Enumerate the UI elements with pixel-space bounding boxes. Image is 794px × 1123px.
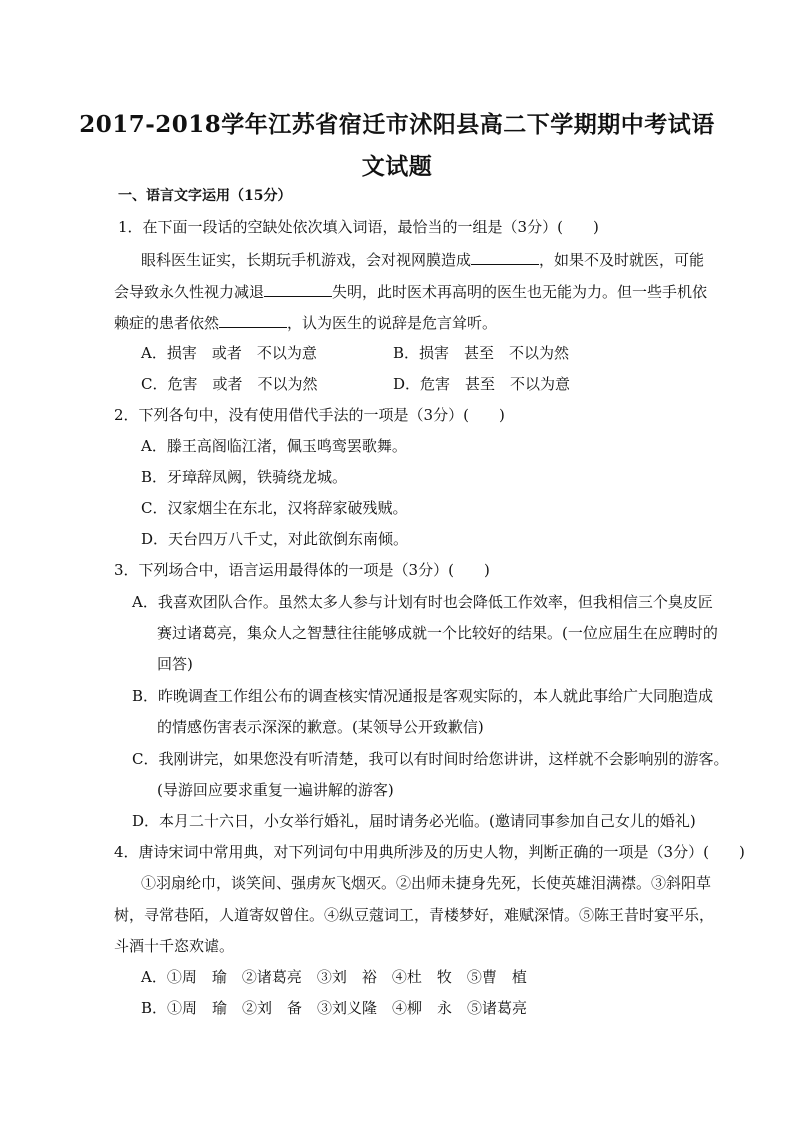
exam-title-line1: 2017-2018学年江苏省宿迁市沭阳县高二下学期期中考试语 [79, 111, 715, 138]
q1-text: 赖症的患者依然 [114, 314, 220, 332]
q1-text: ，认为医生的说辞是危言耸听。 [287, 314, 498, 332]
q3-option-c-line1: C．我刚讲完，如果您没有听清楚，我可以有时间时给您讲讲，这样就不会影响别的游客。 [132, 750, 729, 768]
q1-text: 失明，此时医术再高明的医生也无能为力。但一些手机依 [332, 283, 708, 301]
q4-option-b: B．①周 瑜 ②刘 备 ③刘义隆 ④柳 永 ⑤诸葛亮 [141, 999, 528, 1017]
q1-option-b: B．损害 甚至 不以为然 [393, 344, 570, 362]
q1-option-a: A．损害 或者 不以为意 [141, 344, 317, 362]
exam-title-line2: 文试题 [361, 153, 433, 180]
q2-option-d: D．天台四万八千丈，对此欲倒东南倾。 [141, 530, 409, 548]
q2-option-a: A．滕王高阁临江渚，佩玉鸣鸾罢歌舞。 [141, 437, 407, 455]
q3-option-b-line2: 的情感伤害表示深深的歉意。(某领导公开致歉信) [157, 718, 484, 736]
q3-option-d: D．本月二十六日，小女举行婚礼，届时请务必光临。(邀请同事参加自己女儿的婚礼) [132, 812, 696, 830]
q3-option-b-line1: B．昨晚调查工作组公布的调查核实情况通报是客观实际的，本人就此事给广大同胞造成 [132, 687, 714, 705]
q3-stem: 3．下列场合中，语言运用最得体的一项是（3分）( ) [114, 561, 490, 579]
q4-passage-line1: ①羽扇纶巾，谈笑间、强虏灰飞烟灭。②出师未捷身先死，长使英雄泪满襟。③斜阳草 [141, 874, 712, 892]
q4-option-a: A．①周 瑜 ②诸葛亮 ③刘 裕 ④杜 牧 ⑤曹 植 [141, 968, 527, 986]
q1-stem: 1．在下面一段话的空缺处依次填入词语，最恰当的一组是（3分）( ) [118, 218, 599, 236]
q2-option-c: C．汉家烟尘在东北，汉将辞家破残贼。 [141, 499, 408, 517]
q1-option-d: D．危害 甚至 不以为意 [393, 375, 571, 393]
q1-paragraph-line2 [114, 281, 707, 302]
q3-option-a-line1: A．我喜欢团队合作。虽然太多人参与计划有时也会降低工作效率，但我相信三个臭皮匠 [132, 593, 713, 611]
q2-option-b: B．牙璋辞凤阙，铁骑绕龙城。 [141, 468, 348, 486]
q3-option-a-line3: 回答) [157, 655, 193, 673]
q4-passage-line3: 斗酒十千恣欢谑。 [114, 937, 235, 955]
q1-text: 眼科医生证实，长期玩手机游戏，会对视网膜造成 [141, 251, 472, 269]
blank-1 [471, 249, 539, 265]
q1-text: ，如果不及时就医，可能 [539, 251, 705, 269]
q4-stem: 4．唐诗宋词中常用典，对下列词句中用典所涉及的历史人物，判断正确的一项是（3分）( ) [114, 843, 745, 861]
blank-3 [219, 312, 287, 328]
q3-option-c-line2: (导游回应要求重复一遍讲解的游客) [157, 781, 394, 799]
q1-paragraph-line3 [114, 312, 497, 333]
q2-stem: 2．下列各句中，没有使用借代手法的一项是（3分）( ) [114, 406, 505, 424]
q3-option-a-line2: 赛过诸葛亮，集众人之智慧往往能够成就一个比较好的结果。(一位应届生在应聘时的 [157, 624, 718, 642]
q1-option-c: C．危害 或者 不以为然 [141, 375, 318, 393]
q4-passage-line2: 树，寻常巷陌，人道寄奴曾住。④纵豆蔻词工，青楼梦好，难赋深情。⑤陈王昔时宴平乐， [114, 906, 715, 924]
q1-text: 会导致永久性视力减退 [114, 283, 265, 301]
blank-2 [264, 281, 332, 297]
section-heading: 一、语言文字运用（15分） [118, 188, 292, 204]
q1-paragraph-line1 [141, 249, 704, 270]
